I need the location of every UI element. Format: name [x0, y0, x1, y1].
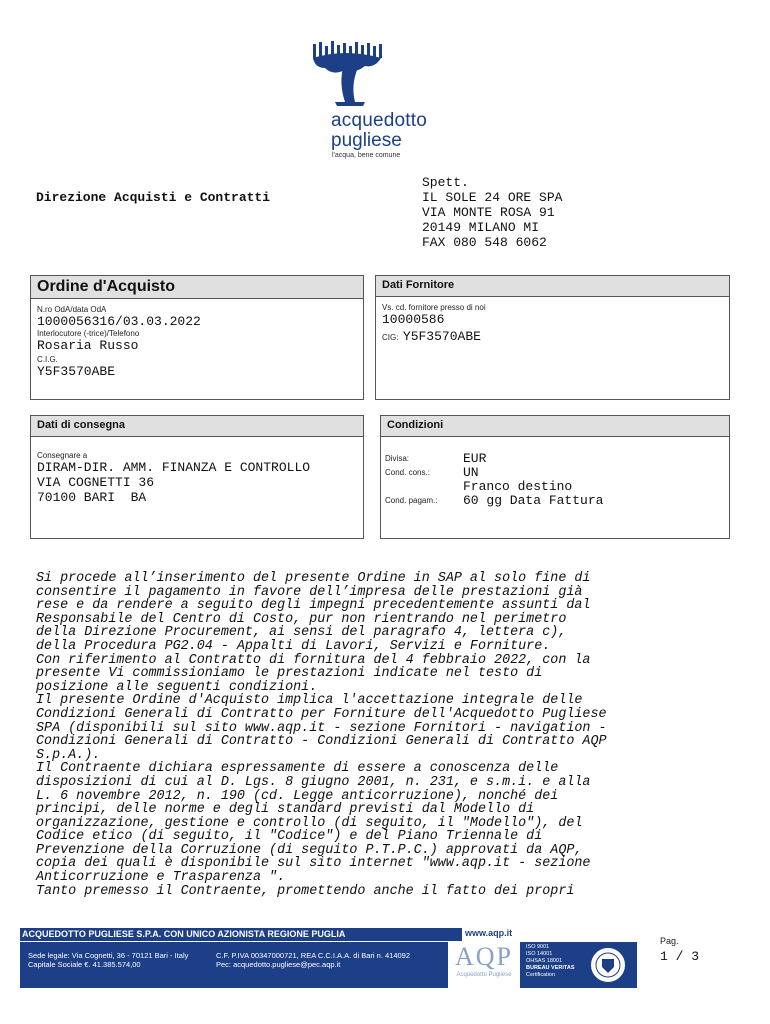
- cert-line: BUREAU VERITAS: [526, 965, 575, 971]
- conditions-box: [380, 415, 730, 539]
- delivery-terms-label: Cond. cons.:: [385, 468, 430, 477]
- cert-line: OHSAS 18001: [526, 958, 563, 964]
- order-body-text: Si procede all’inserimento del presente Ordine in SAP al solo fine di consentire il pagamento in favore dell’impresa delle prestazioni già rese e da rendere a seguito degli impegni precedentemente assunti dal Responsabile del Centro di Costo, pur non rientrando nel perimetro della Direzione Procurement, ai sensi del paragrafo 4, lettera c), della Procedura PG2.04 - Appalti di Lavori, Servizi e Forniture. Con riferimento al Contratto di fornitura del 4 febbraio 2022, con la presente Vi commissioniamo le prestazioni indicate nel testo di posizione alle seguenti condizioni. Il presente Ordine d'Acquisto implica l'accettazione integrale delle Condizioni Generali di Contratto per Forniture dell'Acquedotto Pugliese SPA (disponibili sul sito www.aqp.it - sezione Fornitori - navigation - Condizioni Generali di Contratto - Condizioni Generali di Contratto AQP S.p.A.). Il Contraente dichiara espressamente di essere a conoscenza delle disposizioni di cui al D. Lgs. 8 giugno 2001, n. 231, e s.m.i. e alla L. 6 novembre 2012, n. 190 (cd. Legge anticorruzione), nonché dei principi, delle norme e degli standard previsti dal Modello di organizzazione, gestione e controllo (di seguito, il "Modello"), del Codice etico (di seguito, il "Codice") e del Piano Triennale di Prevenzione della Corruzione (di seguito P.T.P.C.) approvati da AQP, copia dei quali è disponibile sul sito internet "www.aqp.it - sezione Anticorruzione e Trasparenza ". Tanto premesso il Contraente, promettendo anche il fatto dei propri: [36, 571, 607, 899]
- footer-address: Sede legale: Via Cognetti, 36 - 70121 Bari - Italy: [28, 951, 189, 960]
- recipient-line: FAX 080 548 6062: [422, 235, 547, 250]
- recipient-line: IL SOLE 24 ORE SPA: [422, 190, 563, 205]
- certification-block: [526, 944, 584, 986]
- cert-line: ISO 9001: [526, 944, 550, 950]
- order-number-value: 1000056316/03.03.2022: [37, 314, 201, 329]
- payment-terms-value: 60 gg Data Fattura: [463, 493, 604, 508]
- page-footer: [20, 928, 732, 988]
- delivery-terms-value2: Franco destino: [463, 479, 573, 494]
- delivery-title: Dati di consegna: [31, 416, 363, 437]
- payment-terms-label: Cond. pagam.:: [385, 496, 438, 505]
- delivery-line2: VIA COGNETTI 36: [37, 475, 155, 490]
- logo-tagline: l'acqua, bene comune: [332, 152, 401, 159]
- order-box: [30, 275, 364, 400]
- currency-label: Divisa:: [385, 454, 410, 463]
- footer-company: ACQUEDOTTO PUGLIESE S.P.A. CON UNICO AZIONISTA REGIONE PUGLIA: [20, 928, 462, 941]
- footer-website-link[interactable]: www.aqp.it: [465, 928, 513, 938]
- delivery-terms-value1: UN: [463, 465, 479, 480]
- footer-capital: Capitale Sociale €. 41.385.574,00: [28, 960, 141, 969]
- cig-label: C.I.G.: [37, 355, 58, 364]
- department-name: Direzione Acquisti e Contratti: [36, 190, 271, 205]
- delivery-line3: 70100 BARI BA: [37, 490, 147, 505]
- logo-line2: pugliese: [331, 130, 402, 151]
- footer-fiscal: C.F. P.IVA 00347000721, REA C.C.I.A.A. di Bari n. 414092: [216, 951, 411, 960]
- aqp-logo-subtitle: Acquedotto Pugliese: [456, 972, 512, 978]
- contact-value: Rosaria Russo: [37, 338, 139, 353]
- page-number: 1 / 3: [660, 949, 700, 964]
- logo-line1: acquedotto: [331, 110, 428, 131]
- supplier-cig-value: Y5F3570ABE: [402, 329, 481, 344]
- tree-icon: [305, 40, 455, 110]
- supplier-cig-label: CIG:: [382, 333, 399, 342]
- aqp-logo: [448, 942, 520, 988]
- contact-label: Interlocutore (-trice)/Telefono: [37, 329, 140, 338]
- aqp-logo-text: AQP: [454, 942, 513, 971]
- cert-line: Certification: [526, 972, 556, 978]
- order-number-label: N.ro OdA/data OdA: [37, 305, 107, 314]
- recipient-line: 20149 MILANO MI: [422, 220, 540, 235]
- delivery-line1: DIRAM-DIR. AMM. FINANZA E CONTROLLO: [37, 460, 311, 475]
- supplier-box: [375, 275, 730, 400]
- page-label: Pag.: [660, 936, 679, 946]
- currency-value: EUR: [463, 451, 487, 466]
- supplier-title: Dati Fornitore: [376, 276, 729, 297]
- footer-pec: Pec: acquedotto.pugliese@pec.aqp.it: [216, 960, 341, 969]
- cert-line: ISO 14001: [526, 951, 553, 957]
- conditions-title: Condizioni: [381, 416, 729, 437]
- delivery-label: Consegnare a: [37, 451, 88, 460]
- supplier-code-label: Vs. cd. fornitore presso di noi: [382, 303, 486, 312]
- company-logo: [305, 40, 455, 165]
- cig-value: Y5F3570ABE: [37, 364, 116, 379]
- supplier-code-value: 10000586: [382, 312, 445, 327]
- delivery-box: [30, 415, 364, 539]
- certification-seal-icon: [588, 945, 628, 985]
- order-title: Ordine d'Acquisto: [31, 276, 363, 299]
- recipient-line: Spett.: [422, 175, 469, 190]
- recipient-address: [422, 175, 562, 250]
- recipient-line: VIA MONTE ROSA 91: [422, 205, 555, 220]
